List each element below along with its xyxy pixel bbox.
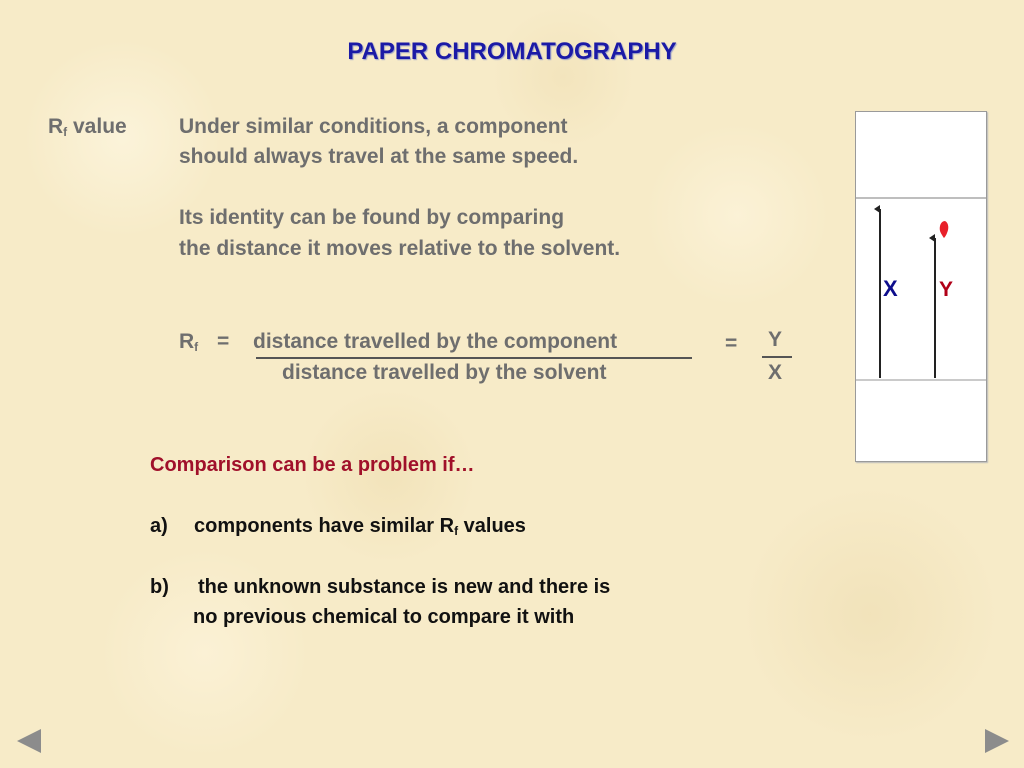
- slide-title: PAPER CHROMATOGRAPHY: [347, 38, 677, 65]
- item-b-marker: b): [150, 576, 169, 598]
- item-a-marker: a): [150, 515, 168, 537]
- formula-numerator: distance travelled by the component: [253, 330, 618, 353]
- formula-y: Y: [768, 328, 783, 351]
- item-a-text: [194, 515, 526, 538]
- item-a-sub: f: [454, 524, 459, 538]
- rf-value-heading: [48, 115, 127, 139]
- item-a-tail: values: [458, 515, 526, 537]
- item-b-line-2: no previous chemical to compare it with: [193, 606, 575, 628]
- fraction-bar: [256, 357, 692, 359]
- item-b-line-1: the unknown substance is new and there is: [198, 576, 611, 598]
- chromatography-diagram: [856, 112, 986, 461]
- formula-r: R: [179, 330, 195, 353]
- formula-denominator: distance travelled by the solvent: [282, 361, 607, 384]
- comparison-heading: Comparison can be a problem if…: [150, 454, 475, 476]
- formula-sub: f: [194, 340, 199, 354]
- intro-line-4: the distance it moves relative to the solvent.: [179, 237, 621, 260]
- item-a-main: components have similar R: [194, 515, 455, 537]
- intro-line-3: Its identity can be found by comparing: [179, 206, 565, 229]
- diagram-x-label: X: [883, 276, 898, 301]
- formula-equals-1: =: [217, 330, 230, 353]
- component-spot: [940, 221, 949, 238]
- chromatography-paper: [855, 111, 987, 462]
- next-slide-icon[interactable]: [985, 729, 1009, 753]
- rf-heading-rest: value: [67, 115, 127, 138]
- rf-heading-sub: f: [63, 125, 68, 139]
- diagram-y-label: Y: [939, 278, 954, 301]
- intro-line-1: Under similar conditions, a component: [179, 115, 568, 138]
- formula-x: X: [768, 361, 783, 384]
- intro-line-2: should always travel at the same speed.: [179, 145, 579, 168]
- formula-equals-2: =: [725, 332, 738, 355]
- rf-heading-r: R: [48, 115, 64, 138]
- formula-rf: [179, 330, 198, 354]
- prev-slide-icon[interactable]: [17, 729, 41, 753]
- ratio-bar: [762, 356, 792, 358]
